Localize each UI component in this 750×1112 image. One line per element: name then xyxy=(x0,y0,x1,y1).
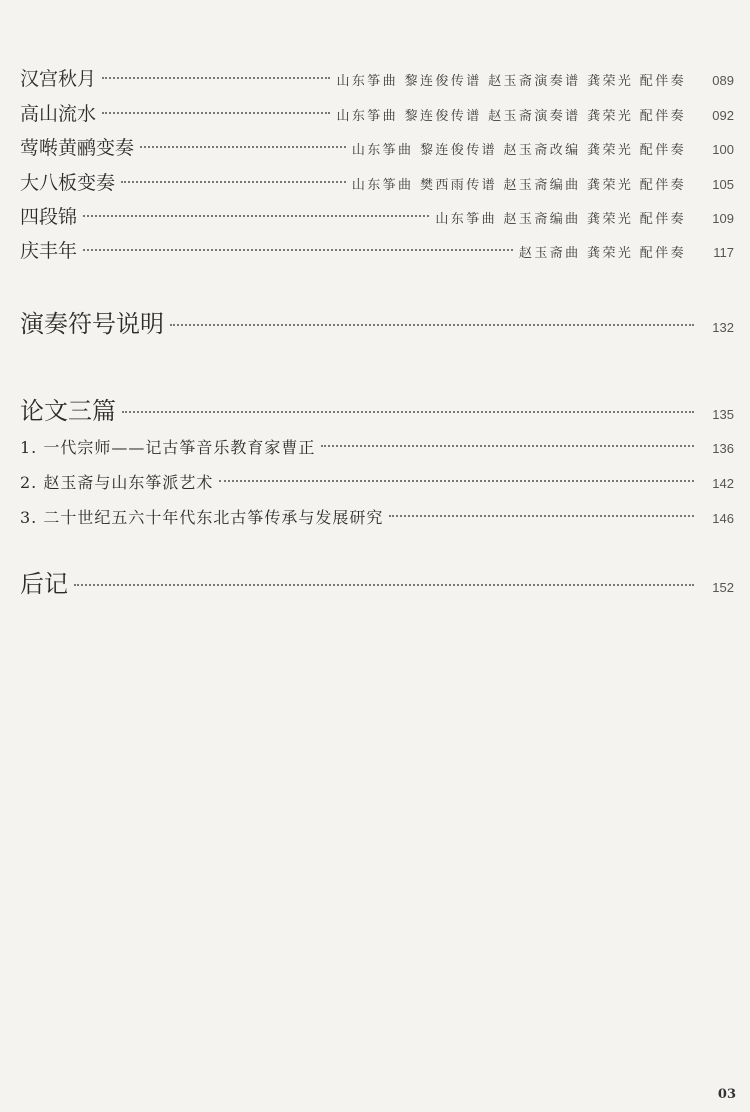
section-title: 演奏符号说明 xyxy=(20,310,164,338)
toc-entry-page: 105 xyxy=(712,177,734,192)
section-title: 后记 xyxy=(20,570,68,598)
toc-entry-piece xyxy=(20,133,734,160)
toc-entry-essay xyxy=(20,435,734,458)
toc-entry-piece xyxy=(20,64,734,91)
section-title: 论文三篇 xyxy=(20,397,116,425)
toc-entry-credit: 赵玉斋曲 龚荣光 配伴奏 xyxy=(518,246,686,261)
toc-entry-credit: 山东筝曲 黎连俊传谱 赵玉斋演奏谱 龚荣光 配伴奏 xyxy=(336,74,686,89)
dot-leader xyxy=(140,146,346,148)
toc-entry-page: 100 xyxy=(712,142,734,157)
dot-leader xyxy=(83,249,513,251)
toc-entry-credit: 山东筝曲 黎连俊传谱 赵玉斋改编 龚荣光 配伴奏 xyxy=(351,143,686,158)
dot-leader xyxy=(122,411,694,413)
essay-title: 3. 二十世纪五六十年代东北古筝传承与发展研究 xyxy=(20,508,384,527)
essay-page: 142 xyxy=(712,476,734,491)
essay-title: 1. 一代宗师——记古筝音乐教育家曹正 xyxy=(20,438,316,457)
toc-entry-page: 109 xyxy=(712,211,734,226)
toc-entry-title: 莺啭黄鹂变奏 xyxy=(20,137,135,159)
dot-leader xyxy=(321,445,694,447)
toc-entry-credit: 山东筝曲 赵玉斋编曲 龚荣光 配伴奏 xyxy=(435,212,686,227)
dot-leader xyxy=(83,215,429,217)
section-page: 135 xyxy=(712,407,734,422)
toc-entry-title: 庆丰年 xyxy=(20,240,78,262)
dot-leader xyxy=(170,324,694,326)
dot-leader xyxy=(102,77,330,79)
toc-entry-credit: 山东筝曲 樊西雨传谱 赵玉斋编曲 龚荣光 配伴奏 xyxy=(351,178,686,193)
page-number: 03 xyxy=(717,1087,736,1102)
toc-entry-piece xyxy=(20,202,734,229)
toc-entry-page: 117 xyxy=(713,245,734,260)
toc-section-afterword xyxy=(20,564,734,599)
dot-leader xyxy=(389,515,694,517)
essay-page: 146 xyxy=(712,511,734,526)
toc-entry-piece xyxy=(20,236,734,263)
section-page: 132 xyxy=(712,320,734,335)
toc-section-notation xyxy=(20,304,734,339)
toc-entry-page: 092 xyxy=(712,108,734,123)
essay-title: 2. 赵玉斋与山东筝派艺术 xyxy=(20,473,214,492)
toc-entry-essay xyxy=(20,470,734,493)
toc-section-essays xyxy=(20,391,734,426)
toc-entry-title: 高山流水 xyxy=(20,103,97,125)
toc-entry-title: 四段锦 xyxy=(20,206,78,228)
toc-entry-essay xyxy=(20,505,734,528)
toc-entry-title: 汉宫秋月 xyxy=(20,68,97,90)
dot-leader xyxy=(102,112,330,114)
dot-leader xyxy=(74,584,694,586)
dot-leader xyxy=(219,480,694,482)
toc-entry-title: 大八板变奏 xyxy=(20,172,116,194)
essay-page: 136 xyxy=(712,441,734,456)
dot-leader xyxy=(121,181,346,183)
toc-entry-piece xyxy=(20,99,734,126)
section-page: 152 xyxy=(712,580,734,595)
toc-entry-page: 089 xyxy=(712,73,734,88)
toc-entry-credit: 山东筝曲 黎连俊传谱 赵玉斋演奏谱 龚荣光 配伴奏 xyxy=(336,109,686,124)
toc-entry-piece xyxy=(20,168,734,195)
